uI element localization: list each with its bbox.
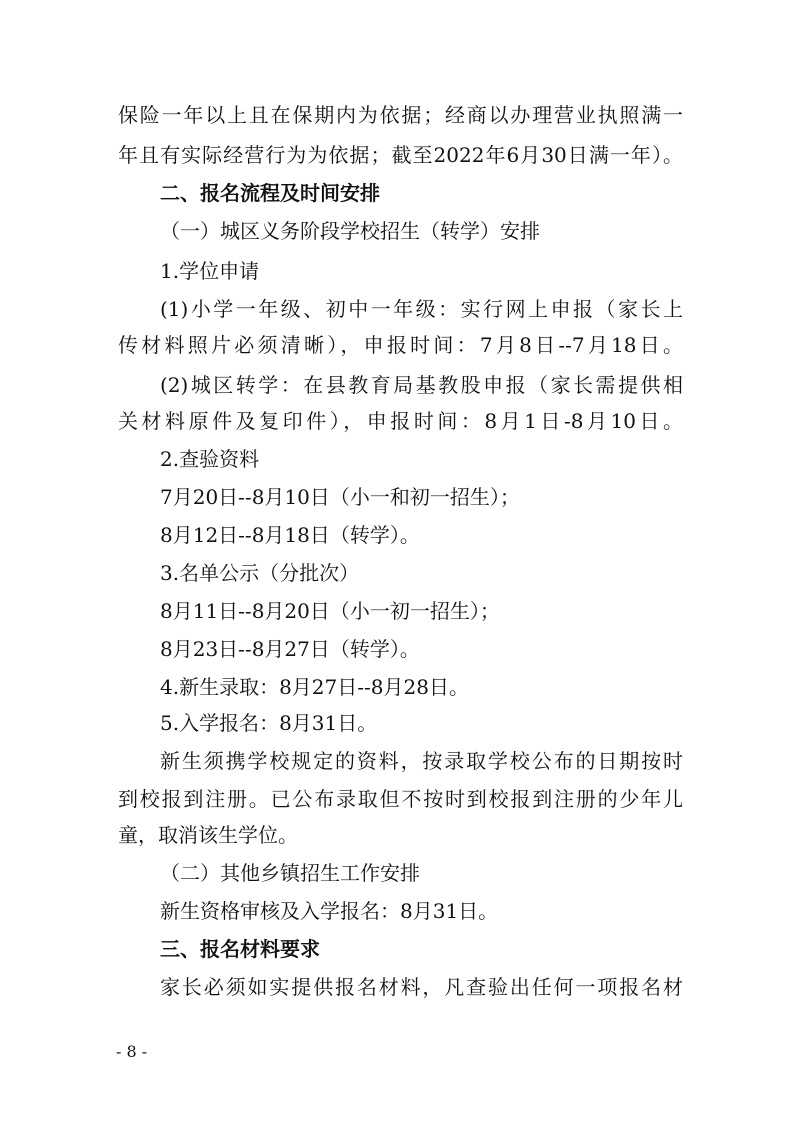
item-heading-1: 1.学位申请 — [160, 259, 260, 283]
section-heading-3: 三、报名材料要求 — [160, 937, 320, 961]
body-line-2: 年且有实际经营行为为依据；截至2022年6月30日满一年）。 — [118, 143, 683, 167]
item-heading-2: 2.查验资料 — [160, 447, 260, 471]
body-line-6: (1)小学一年级、初中一年级：实行网上申报（家长上 — [160, 297, 683, 321]
section-heading-2: 二、报名流程及时间安排 — [160, 181, 380, 205]
body-line-19: 到校报到注册。已公布录取但不按时到校报到注册的少年儿 — [118, 787, 683, 811]
body-line-7: 传材料照片必须清晰），申报时间：7月8日--7月18日。 — [118, 333, 683, 357]
item-heading-3: 3.名单公示（分批次） — [160, 561, 360, 585]
body-line-15: 8月23日--8月27日（转学）。 — [160, 637, 420, 661]
body-line-9: 关材料原件及复印件），申报时间：8月1日-8月10日。 — [118, 409, 683, 433]
body-line-24: 家长必须如实提供报名材料，凡查验出任何一项报名材 — [160, 975, 683, 999]
body-line-20: 童，取消该生学位。 — [118, 823, 298, 847]
body-line-22: 新生资格审核及入学报名：8月31日。 — [160, 899, 499, 923]
body-line-18: 新生须携学校规定的资料，按录取学校公布的日期按时 — [160, 749, 683, 773]
subsection-heading-1: （一）城区义务阶段学校招生（转学）安排 — [160, 219, 540, 243]
body-line-12: 8月12日--8月18日（转学）。 — [160, 523, 420, 547]
item-heading-4: 4.新生录取：8月27日--8月28日。 — [160, 675, 469, 699]
body-line-14: 8月11日--8月20日（小一初一招生）； — [160, 599, 500, 623]
subsection-heading-2: （二）其他乡镇招生工作安排 — [160, 861, 420, 885]
item-heading-5: 5.入学报名：8月31日。 — [160, 711, 378, 735]
page-number: - 8 - — [116, 1042, 148, 1061]
body-line-1: 保险一年以上且在保期内为依据；经商以办理营业执照满一 — [118, 103, 683, 127]
body-line-8: (2)城区转学：在县教育局基教股申报（家长需提供相 — [160, 373, 683, 397]
body-line-11: 7月20日--8月10日（小一和初一招生）； — [160, 485, 520, 509]
